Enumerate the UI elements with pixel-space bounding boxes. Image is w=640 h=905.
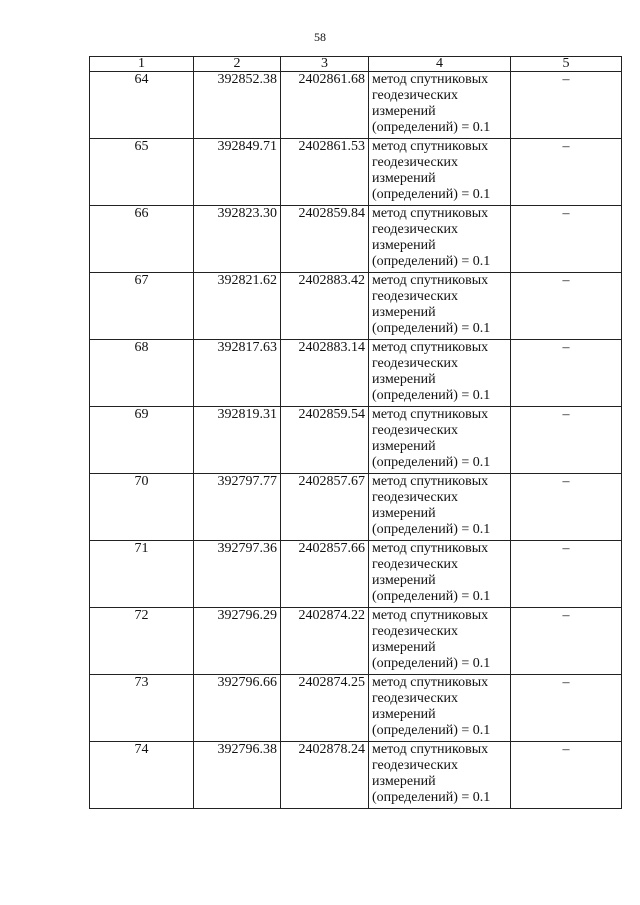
header-col-3: 3 [281, 57, 369, 72]
method-cell [369, 139, 511, 206]
point-number-cell: 65 [90, 139, 194, 206]
method-line-3: измерений [372, 707, 436, 722]
table-row [90, 675, 622, 742]
point-number-cell: 67 [90, 273, 194, 340]
method-line-3: измерений [372, 774, 436, 789]
point-number-cell: 64 [90, 72, 194, 139]
note-cell: – [511, 474, 622, 541]
x-coordinate-cell: 392823.30 [194, 206, 281, 273]
x-coordinate-cell: 392852.38 [194, 72, 281, 139]
note-cell: – [511, 742, 622, 809]
point-number-cell: 73 [90, 675, 194, 742]
table-row [90, 206, 622, 273]
table-row [90, 608, 622, 675]
y-coordinate-cell: 2402859.84 [281, 206, 369, 273]
method-line-3: измерений [372, 372, 436, 387]
x-coordinate-cell: 392821.62 [194, 273, 281, 340]
method-line-4: (определений) = 0.1 [372, 254, 491, 269]
method-cell [369, 608, 511, 675]
y-coordinate-cell: 2402878.24 [281, 742, 369, 809]
note-cell: – [511, 675, 622, 742]
method-cell [369, 742, 511, 809]
method-line-2: геодезических [372, 356, 459, 371]
method-cell [369, 206, 511, 273]
method-line-4: (определений) = 0.1 [372, 120, 491, 135]
table-row [90, 72, 622, 139]
point-number-cell: 66 [90, 206, 194, 273]
method-cell [369, 541, 511, 608]
method-line-2: геодезических [372, 490, 459, 505]
note-cell: – [511, 206, 622, 273]
y-coordinate-cell: 2402883.42 [281, 273, 369, 340]
table-header [90, 57, 622, 72]
coordinates-table [89, 56, 622, 809]
method-line-4: (определений) = 0.1 [372, 790, 491, 805]
method-line-1: метод спутниковых [372, 608, 489, 623]
method-line-2: геодезических [372, 289, 459, 304]
method-line-2: геодезических [372, 624, 459, 639]
method-line-3: измерений [372, 305, 436, 320]
header-col-5: 5 [511, 57, 622, 72]
method-line-4: (определений) = 0.1 [372, 388, 491, 403]
y-coordinate-cell: 2402857.67 [281, 474, 369, 541]
method-line-3: измерений [372, 104, 436, 119]
x-coordinate-cell: 392849.71 [194, 139, 281, 206]
method-line-1: метод спутниковых [372, 407, 489, 422]
method-line-1: метод спутниковых [372, 742, 489, 757]
table-row [90, 407, 622, 474]
header-col-4: 4 [369, 57, 511, 72]
method-line-1: метод спутниковых [372, 139, 489, 154]
method-line-1: метод спутниковых [372, 273, 489, 288]
y-coordinate-cell: 2402859.54 [281, 407, 369, 474]
method-cell [369, 72, 511, 139]
method-line-3: измерений [372, 506, 436, 521]
x-coordinate-cell: 392796.38 [194, 742, 281, 809]
x-coordinate-cell: 392796.29 [194, 608, 281, 675]
method-line-2: геодезических [372, 557, 459, 572]
point-number-cell: 70 [90, 474, 194, 541]
table-row [90, 474, 622, 541]
method-line-3: измерений [372, 171, 436, 186]
method-line-4: (определений) = 0.1 [372, 656, 491, 671]
table-row [90, 340, 622, 407]
method-cell [369, 407, 511, 474]
method-line-4: (определений) = 0.1 [372, 522, 491, 537]
note-cell: – [511, 407, 622, 474]
method-line-1: метод спутниковых [372, 474, 489, 489]
x-coordinate-cell: 392797.36 [194, 541, 281, 608]
method-line-4: (определений) = 0.1 [372, 321, 491, 336]
method-line-1: метод спутниковых [372, 541, 489, 556]
method-line-3: измерений [372, 439, 436, 454]
note-cell: – [511, 72, 622, 139]
method-line-3: измерений [372, 640, 436, 655]
method-cell [369, 474, 511, 541]
x-coordinate-cell: 392796.66 [194, 675, 281, 742]
method-line-3: измерений [372, 573, 436, 588]
point-number-cell: 71 [90, 541, 194, 608]
note-cell: – [511, 340, 622, 407]
point-number-cell: 74 [90, 742, 194, 809]
table-row [90, 742, 622, 809]
page-number: 58 [314, 30, 326, 44]
table-row [90, 139, 622, 206]
x-coordinate-cell: 392819.31 [194, 407, 281, 474]
method-line-2: геодезических [372, 423, 459, 438]
y-coordinate-cell: 2402861.53 [281, 139, 369, 206]
y-coordinate-cell: 2402857.66 [281, 541, 369, 608]
header-row [90, 57, 622, 72]
note-cell: – [511, 541, 622, 608]
method-cell [369, 273, 511, 340]
method-line-1: метод спутниковых [372, 206, 489, 221]
method-line-2: геодезических [372, 758, 459, 773]
method-line-1: метод спутниковых [372, 675, 489, 690]
note-cell: – [511, 139, 622, 206]
method-line-2: геодезических [372, 155, 459, 170]
point-number-cell: 68 [90, 340, 194, 407]
method-line-4: (определений) = 0.1 [372, 723, 491, 738]
method-line-4: (определений) = 0.1 [372, 455, 491, 470]
note-cell: – [511, 273, 622, 340]
point-number-cell: 69 [90, 407, 194, 474]
method-cell [369, 675, 511, 742]
method-line-4: (определений) = 0.1 [372, 187, 491, 202]
method-line-1: метод спутниковых [372, 72, 489, 87]
y-coordinate-cell: 2402883.14 [281, 340, 369, 407]
method-line-2: геодезических [372, 88, 459, 103]
method-line-3: измерений [372, 238, 436, 253]
method-cell [369, 340, 511, 407]
method-line-2: геодезических [372, 222, 459, 237]
header-col-2: 2 [194, 57, 281, 72]
x-coordinate-cell: 392817.63 [194, 340, 281, 407]
method-line-1: метод спутниковых [372, 340, 489, 355]
header-col-1: 1 [90, 57, 194, 72]
method-line-4: (определений) = 0.1 [372, 589, 491, 604]
x-coordinate-cell: 392797.77 [194, 474, 281, 541]
y-coordinate-cell: 2402861.68 [281, 72, 369, 139]
y-coordinate-cell: 2402874.22 [281, 608, 369, 675]
table-row [90, 273, 622, 340]
table-row [90, 541, 622, 608]
point-number-cell: 72 [90, 608, 194, 675]
table-body [90, 72, 622, 809]
method-line-2: геодезических [372, 691, 459, 706]
note-cell: – [511, 608, 622, 675]
y-coordinate-cell: 2402874.25 [281, 675, 369, 742]
